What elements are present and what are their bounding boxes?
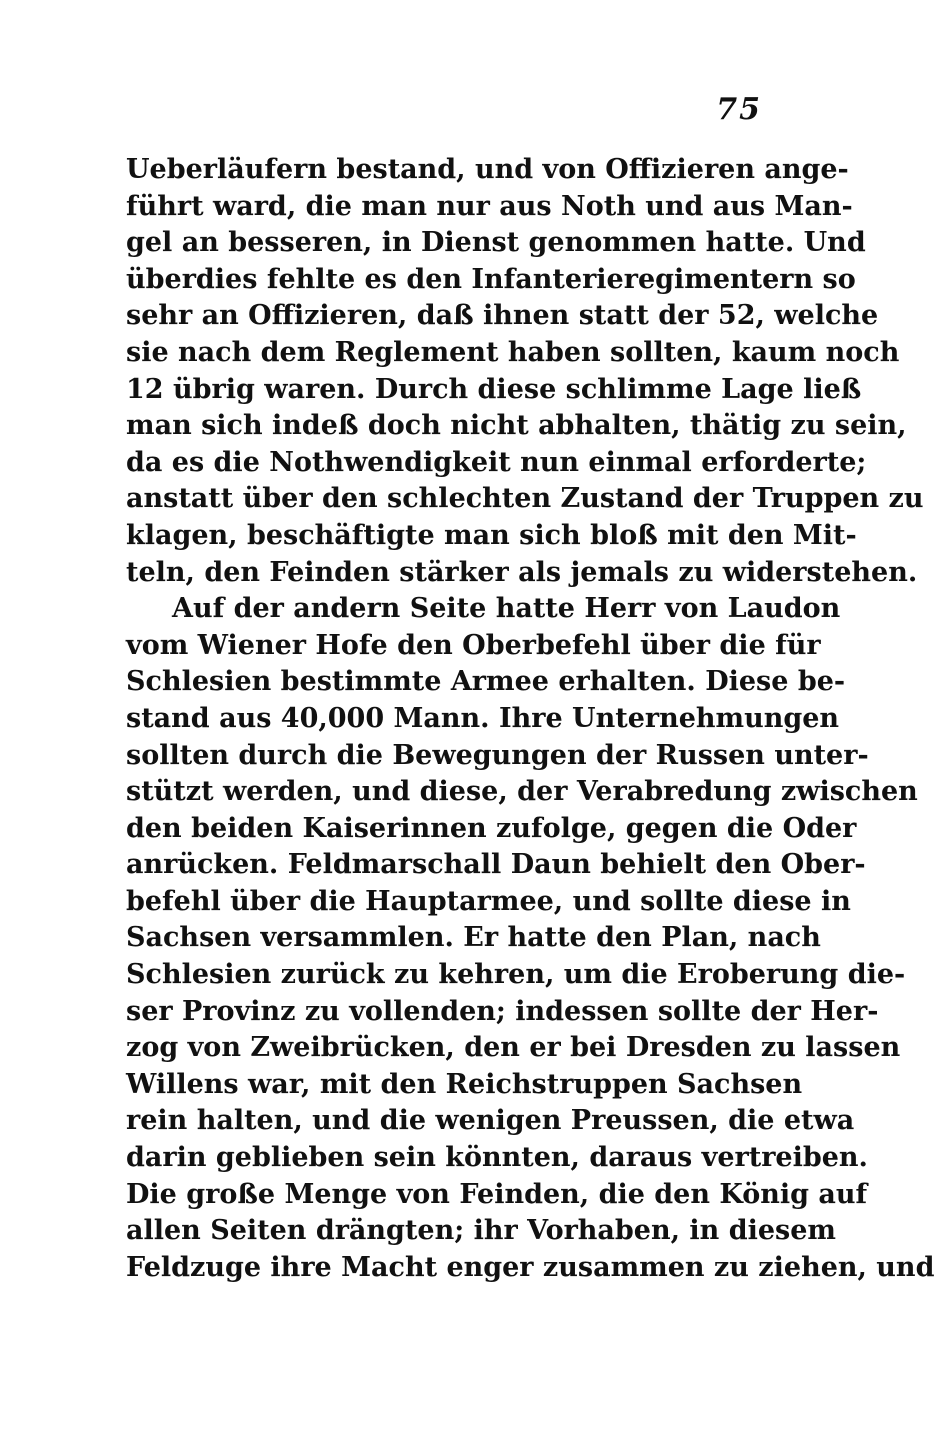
text-line: überdies fehlte es den Infanterieregimentern so — [126, 263, 856, 295]
text-line: Ueberläufern bestand, und von Offizieren ange- — [126, 154, 849, 185]
text-line: Sachsen versammlen. Er hatte den Plan, nach — [126, 922, 821, 954]
text-line: da es die Nothwendigkeit nun einmal erforderte; — [126, 446, 867, 478]
text-line: Auf der andern Seite hatte Herr von Laudon — [172, 593, 841, 625]
text-line: stand aus 40,000 Mann. Ihre Unternehmungen — [126, 702, 840, 734]
text-line: Schlesien zurück zu kehren, um die Eroberung die- — [126, 959, 906, 991]
text-line: befehl über die Hauptarmee, und sollte diese in — [126, 885, 851, 917]
text-line: Willens war, mit den Reichstruppen Sachsen — [126, 1068, 803, 1100]
text-line: den beiden Kaiserinnen zufolge, gegen die Oder — [126, 812, 857, 844]
text-line: allen Seiten drängten; ihr Vorhaben, in diesem — [126, 1215, 836, 1247]
text-line: 12 übrig waren. Durch diese schlimme Lage ließ — [126, 373, 862, 405]
text-line: sehr an Offizieren, daß ihnen statt der 52, welche — [126, 300, 879, 332]
text-line: sollten durch die Bewegungen der Russen unter- — [126, 739, 869, 771]
text-line: zog von Zweibrücken, den er bei Dresden zu lassen — [126, 1032, 901, 1064]
text-line: rein halten, und die wenigen Preussen, die etwa — [126, 1105, 855, 1137]
text-line: gel an besseren, in Dienst genommen hatte. Und — [126, 227, 866, 259]
text-line: klagen, beschäftigte man sich bloß mit den Mit- — [126, 519, 857, 551]
body-text — [126, 152, 934, 1286]
text-line: Feldzuge ihre Macht enger zusammen zu ziehen, und — [126, 1251, 934, 1283]
text-line: Schlesien bestimmte Armee erhalten. Diese be- — [126, 666, 846, 698]
text-line: darin geblieben sein könnten, daraus vertreiben. — [126, 1142, 868, 1174]
text-line: teln, den Feinden stärker als jemals zu widerstehen. — [126, 556, 918, 588]
text-line: stützt werden, und diese, der Verabredung zwischen — [126, 776, 918, 808]
text-line: ser Provinz zu vollenden; indessen sollte der Her- — [126, 995, 879, 1027]
text-line: vom Wiener Hofe den Oberbefehl über die für — [126, 629, 821, 661]
text-line: führt ward, die man nur aus Noth und aus Man- — [126, 190, 853, 222]
paragraph-1 — [126, 152, 924, 591]
text-line: sie nach dem Reglement haben sollten, kaum noch — [126, 336, 900, 368]
text-line: anrücken. Feldmarschall Daun behielt den Ober- — [126, 849, 866, 881]
text-line: Die große Menge von Feinden, die den König auf — [126, 1178, 868, 1210]
text-line: man sich indeß doch nicht abhalten, thätig zu sein, — [126, 410, 907, 442]
page-number: 75 — [716, 92, 762, 127]
text-line: anstatt über den schlechten Zustand der Truppen zu — [126, 483, 924, 515]
paragraph-2 — [126, 591, 934, 1286]
